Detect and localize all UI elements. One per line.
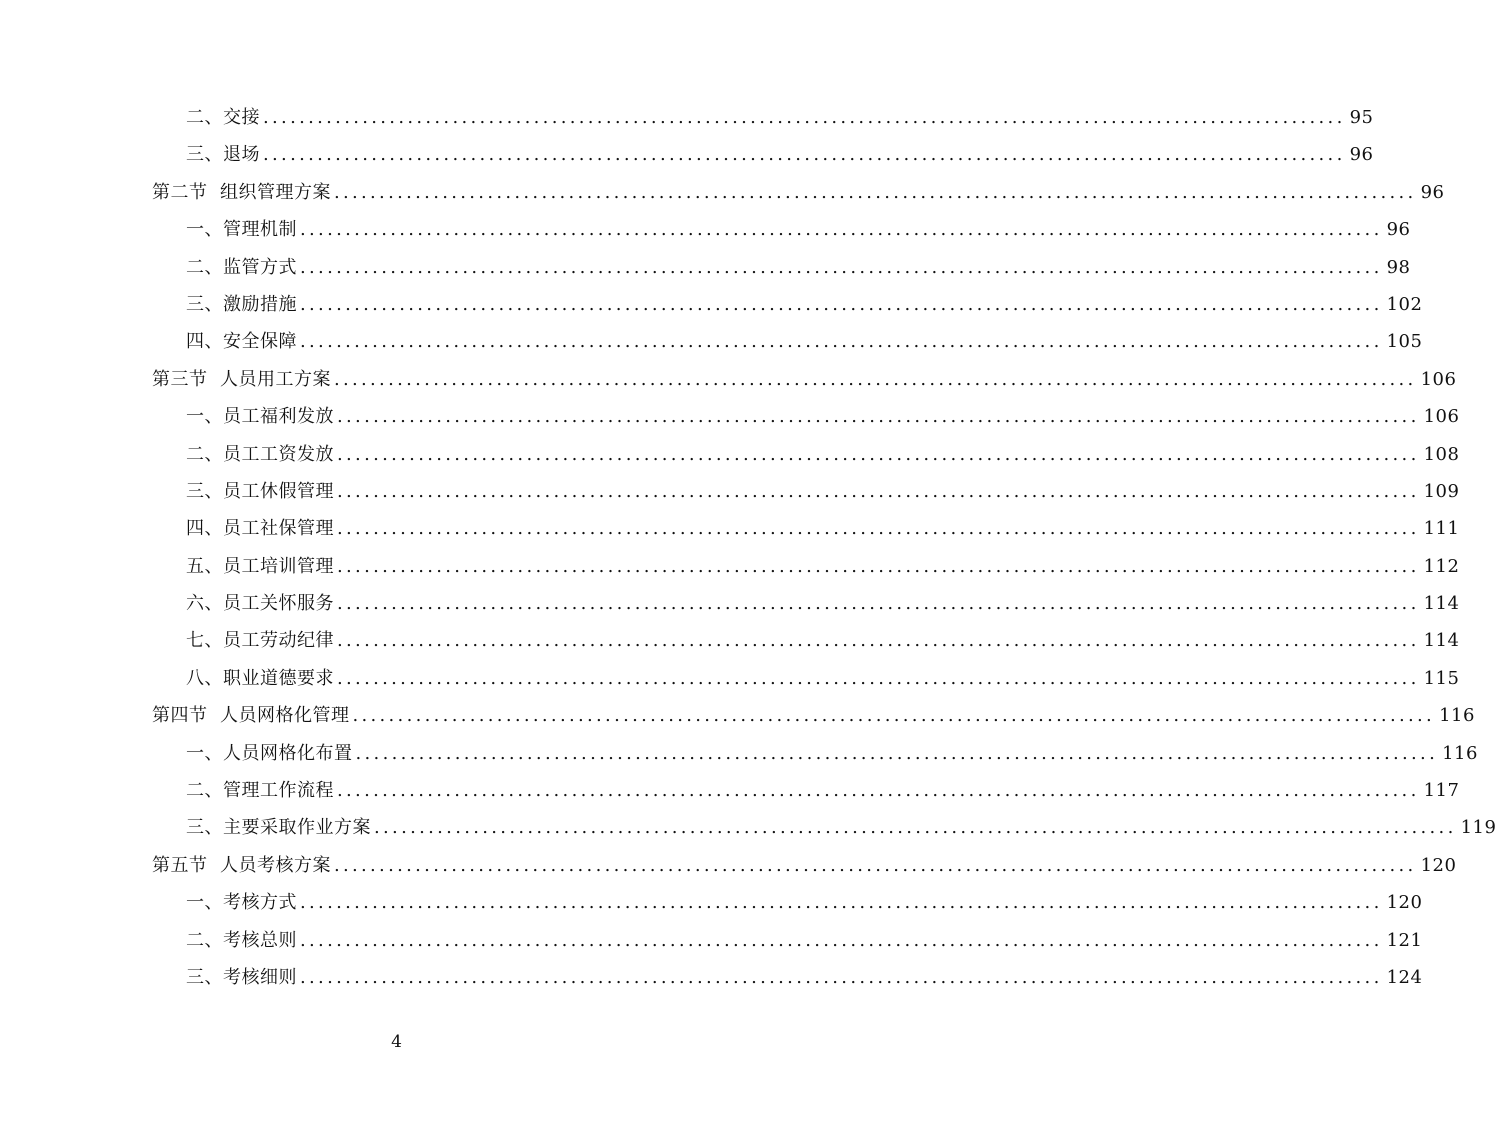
toc-subsection-entry[interactable] — [0, 473, 1460, 510]
toc-entry-page: 116 — [1442, 742, 1478, 764]
toc-entry-page: 109 — [1423, 480, 1460, 502]
toc-subsection-entry[interactable] — [0, 211, 1411, 248]
toc-dot-leader: ........................................................................................................................ — [300, 219, 1383, 241]
toc-subsection-entry[interactable] — [0, 99, 1374, 136]
toc-entry-label: 三、激励措施 — [186, 293, 297, 315]
toc-entry-page: 119 — [1460, 817, 1496, 839]
toc-dot-leader: ........................................................................................................................ — [300, 256, 1383, 278]
toc-entry-page: 105 — [1386, 331, 1423, 353]
toc-section-entry[interactable] — [0, 697, 1475, 734]
toc-entry-label: 三、退场 — [186, 144, 260, 166]
toc-entry-label: 一、员工福利发放 — [186, 406, 334, 428]
toc-dot-leader: ........................................................................................................................ — [352, 705, 1436, 727]
toc-dot-leader: ........................................................................................................................ — [333, 368, 1417, 390]
toc-dot-leader: ........................................................................................................................ — [300, 293, 1383, 315]
toc-dot-leader: ........................................................................................................................ — [337, 630, 1420, 652]
toc-dot-leader: ........................................................................................................................ — [337, 555, 1420, 577]
toc-subsection-entry[interactable] — [0, 660, 1460, 697]
toc-dot-leader: ........................................................................................................................ — [374, 817, 1457, 839]
toc-entry-label: 六、员工关怀服务 — [186, 593, 334, 615]
toc-subsection-entry[interactable] — [0, 735, 1478, 772]
table-of-contents — [0, 99, 1496, 996]
toc-dot-leader: ........................................................................................................................ — [263, 107, 1346, 128]
toc-subsection-entry[interactable] — [0, 249, 1411, 286]
toc-entry-label: 一、人员网格化布置 — [186, 742, 353, 764]
toc-subsection-entry[interactable] — [0, 809, 1496, 846]
toc-entry-label: 二、监管方式 — [186, 256, 297, 278]
toc-dot-leader: ........................................................................................................................ — [337, 480, 1420, 502]
toc-entry-label: 二、管理工作流程 — [186, 780, 334, 802]
toc-entry-page: 106 — [1420, 368, 1457, 390]
toc-dot-leader: ........................................................................................................................ — [337, 406, 1420, 428]
toc-entry-label: 第四节 人员网格化管理 — [152, 705, 350, 727]
toc-entry-label: 四、员工社保管理 — [186, 518, 334, 540]
toc-dot-leader: ........................................................................................................................ — [263, 144, 1346, 166]
toc-section-entry[interactable] — [0, 361, 1457, 398]
toc-entry-page: 106 — [1423, 406, 1460, 428]
toc-subsection-entry[interactable] — [0, 772, 1460, 809]
toc-section-entry[interactable] — [0, 174, 1445, 211]
toc-entry-label: 三、员工休假管理 — [186, 480, 334, 502]
toc-entry-page: 121 — [1386, 929, 1423, 951]
toc-subsection-entry[interactable] — [0, 398, 1460, 435]
toc-entry-page: 114 — [1423, 630, 1460, 652]
toc-entry-page: 96 — [1386, 219, 1411, 241]
toc-dot-leader: ........................................................................................................................ — [300, 929, 1383, 951]
toc-entry-page: 116 — [1439, 705, 1475, 727]
toc-entry-label: 第三节 人员用工方案 — [152, 368, 331, 390]
toc-dot-leader: ........................................................................................................................ — [337, 667, 1420, 689]
toc-entry-label: 五、员工培训管理 — [186, 555, 334, 577]
toc-subsection-entry[interactable] — [0, 136, 1374, 173]
toc-subsection-entry[interactable] — [0, 436, 1460, 473]
toc-dot-leader: ........................................................................................................................ — [337, 780, 1420, 802]
toc-entry-label: 四、安全保障 — [186, 331, 297, 353]
toc-entry-label: 二、交接 — [186, 107, 260, 128]
toc-dot-leader: ........................................................................................................................ — [337, 518, 1420, 540]
toc-entry-page: 120 — [1386, 892, 1423, 914]
toc-entry-page: 114 — [1423, 593, 1460, 615]
toc-entry-page: 111 — [1423, 518, 1460, 540]
toc-dot-leader: ........................................................................................................................ — [300, 892, 1383, 914]
toc-entry-page: 124 — [1386, 966, 1423, 988]
toc-entry-page: 96 — [1420, 181, 1445, 203]
toc-dot-leader: ........................................................................................................................ — [355, 742, 1439, 764]
toc-entry-page: 95 — [1349, 107, 1374, 128]
toc-dot-leader: ........................................................................................................................ — [300, 331, 1383, 353]
toc-entry-page: 120 — [1420, 854, 1457, 876]
toc-entry-page: 98 — [1386, 256, 1411, 278]
toc-entry-label: 二、考核总则 — [186, 929, 297, 951]
toc-entry-label: 八、职业道德要求 — [186, 667, 334, 689]
toc-subsection-entry[interactable] — [0, 959, 1423, 996]
toc-entry-label: 二、员工工资发放 — [186, 443, 334, 465]
toc-entry-label: 一、考核方式 — [186, 892, 297, 914]
toc-subsection-entry[interactable] — [0, 884, 1423, 921]
toc-entry-label: 三、主要采取作业方案 — [186, 817, 371, 839]
toc-section-entry[interactable] — [0, 847, 1457, 884]
page-number: 4 — [391, 1032, 402, 1052]
toc-entry-page: 108 — [1423, 443, 1460, 465]
toc-subsection-entry[interactable] — [0, 585, 1460, 622]
toc-dot-leader: ........................................................................................................................ — [337, 593, 1420, 615]
toc-dot-leader: ........................................................................................................................ — [333, 181, 1417, 203]
toc-subsection-entry[interactable] — [0, 323, 1423, 360]
toc-subsection-entry[interactable] — [0, 510, 1460, 547]
toc-entry-page: 112 — [1423, 555, 1460, 577]
toc-entry-page: 96 — [1349, 144, 1374, 166]
toc-entry-page: 102 — [1386, 293, 1423, 315]
toc-entry-label: 七、员工劳动纪律 — [186, 630, 334, 652]
toc-subsection-entry[interactable] — [0, 622, 1460, 659]
toc-subsection-entry[interactable] — [0, 548, 1460, 585]
toc-entry-page: 117 — [1423, 780, 1460, 802]
toc-subsection-entry[interactable] — [0, 922, 1423, 959]
toc-entry-label: 三、考核细则 — [186, 966, 297, 988]
toc-entry-page: 115 — [1423, 667, 1460, 689]
toc-entry-label: 第二节 组织管理方案 — [152, 181, 331, 203]
toc-entry-label: 第五节 人员考核方案 — [152, 854, 331, 876]
toc-dot-leader: ........................................................................................................................ — [337, 443, 1420, 465]
toc-subsection-entry[interactable] — [0, 286, 1423, 323]
toc-entry-label: 一、管理机制 — [186, 219, 297, 241]
toc-dot-leader: ........................................................................................................................ — [333, 854, 1417, 876]
toc-dot-leader: ........................................................................................................................ — [300, 966, 1383, 988]
